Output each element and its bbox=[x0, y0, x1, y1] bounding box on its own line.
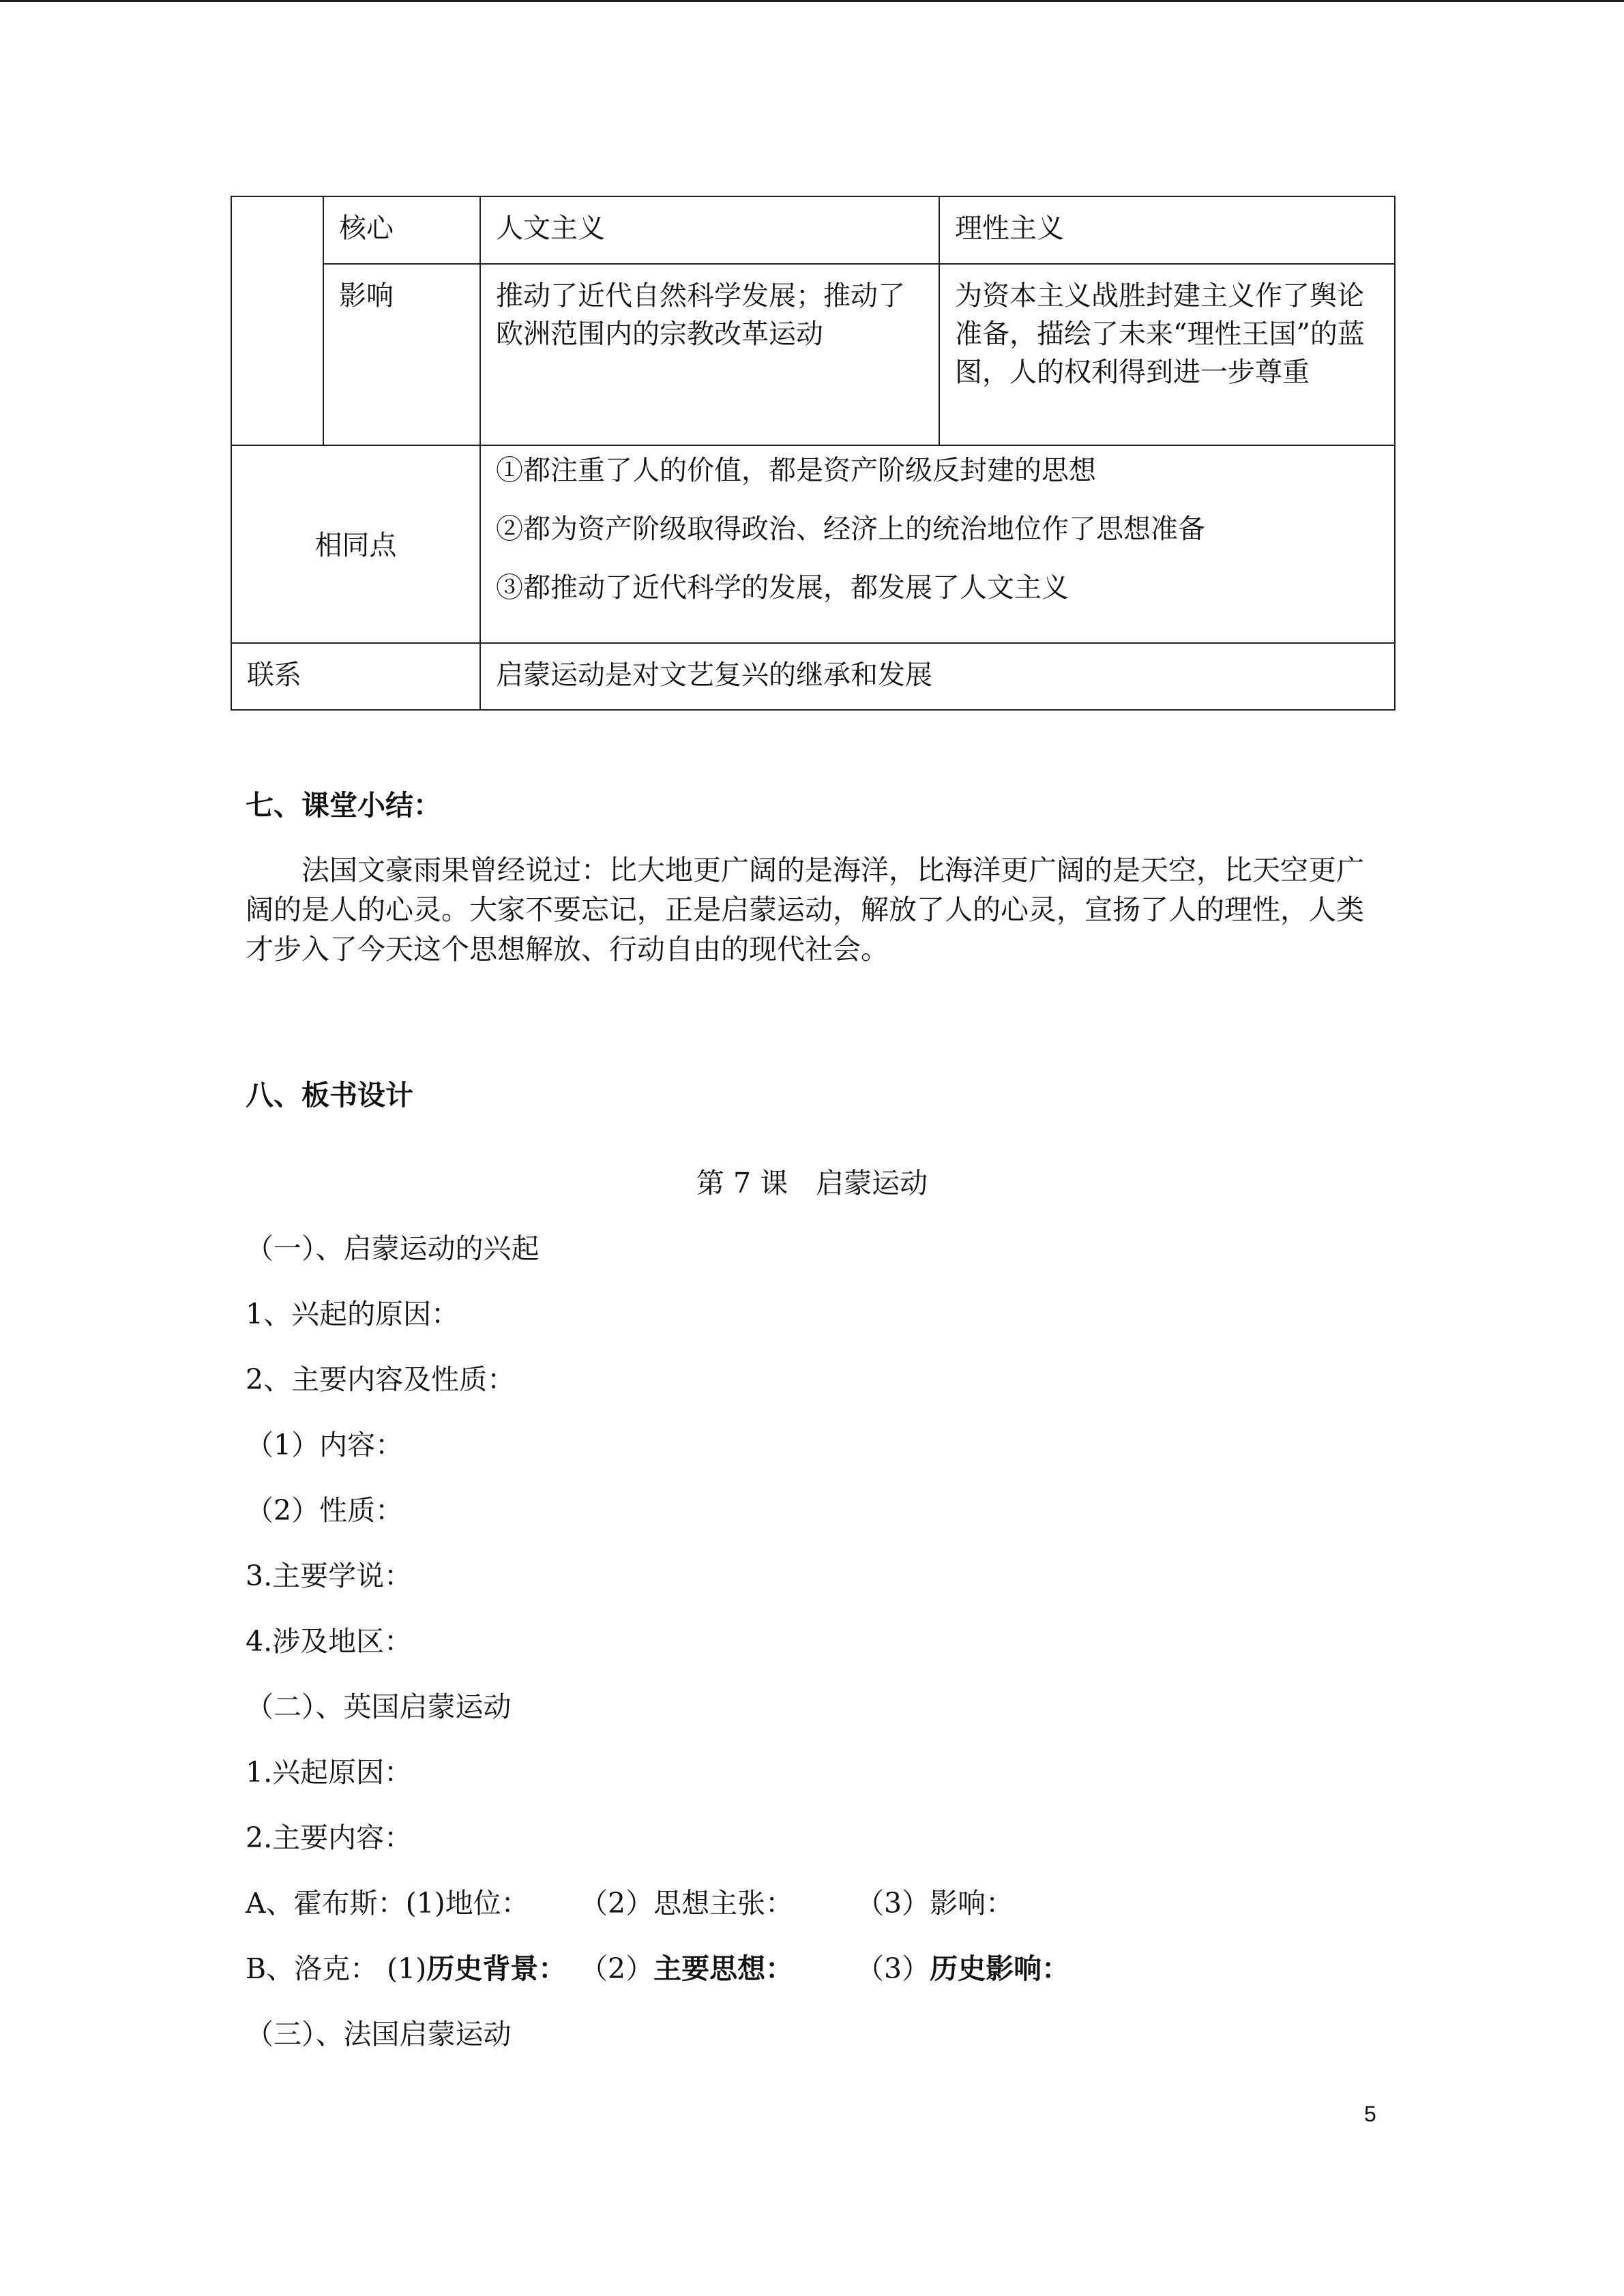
list-item: ②都为资产阶级取得政治、经济上的统治地位作了思想准备 bbox=[496, 513, 1205, 545]
top-border bbox=[0, 0, 1624, 2]
row-label: 联系 bbox=[231, 643, 480, 710]
hobbes-ideas: （2）思想主张： bbox=[580, 1887, 794, 1920]
table-cell: 为资本主义战胜封建主义作了舆论准备，描绘了未来“理性王国”的蓝图，人的权利得到进一步尊重 bbox=[939, 264, 1395, 445]
locke-prefix: （3） bbox=[856, 1952, 930, 1985]
locke-prefix: B、洛克： (1) bbox=[246, 1952, 427, 1985]
board-line: 4.涉及地区： bbox=[246, 1625, 413, 1658]
table-cell: 理性主义 bbox=[939, 196, 1395, 264]
comparison-table bbox=[231, 196, 1396, 711]
board-line: 2.主要内容： bbox=[246, 1821, 413, 1854]
board-line: （2）性质： bbox=[246, 1494, 404, 1527]
table-cell: 启蒙运动是对文艺复兴的继承和发展 bbox=[480, 643, 1395, 710]
page-number: 5 bbox=[1364, 2102, 1376, 2126]
locke-label: 主要思想： bbox=[653, 1952, 794, 1985]
table-cell bbox=[480, 445, 1395, 643]
locke-ideas bbox=[580, 1946, 793, 1986]
table-cell: 人文主义 bbox=[480, 196, 939, 264]
summary-paragraph: 法国文豪雨果曾经说过：比大地更广阔的是海洋，比海洋更广阔的是天空，比天空更广阔的是人的心灵。大家不要忘记，正是启蒙运动，解放了人的心灵，宣扬了人的理性，人类才步入了今天这个思想解放、行动自由的现代社会。 bbox=[246, 854, 1364, 966]
locke-prefix: （2） bbox=[580, 1952, 654, 1985]
table-row bbox=[231, 264, 1395, 445]
row-label: 影响 bbox=[323, 264, 480, 445]
table-cell: 推动了近代自然科学发展；推动了欧洲范围内的宗教改革运动 bbox=[480, 264, 939, 445]
table-row bbox=[231, 196, 1395, 264]
row-label: 核心 bbox=[323, 196, 480, 264]
table-row bbox=[231, 445, 1395, 643]
table-row bbox=[231, 643, 1395, 710]
hobbes-position: A、霍布斯：(1)地位： bbox=[246, 1887, 529, 1920]
row-label: 相同点 bbox=[231, 445, 480, 643]
list-item: ①都注重了人的价值，都是资产阶级反封建的思想 bbox=[496, 455, 1096, 486]
board-line: （二）、英国启蒙运动 bbox=[246, 1690, 512, 1723]
table-cell-blank bbox=[231, 196, 323, 445]
board-line: （1）内容： bbox=[246, 1429, 404, 1461]
board-line: （三）、法国启蒙运动 bbox=[246, 2018, 512, 2051]
section-heading: 八、板书设计 bbox=[246, 1079, 413, 1112]
board-title: 第 7 课 启蒙运动 bbox=[696, 1167, 928, 1199]
locke-background bbox=[246, 1946, 566, 1986]
board-line: 1、兴起的原因： bbox=[246, 1298, 460, 1330]
hobbes-impact: （3）影响： bbox=[856, 1887, 1014, 1920]
board-line: 2、主要内容及性质： bbox=[246, 1363, 516, 1396]
locke-label: 历史背景： bbox=[426, 1952, 567, 1985]
locke-impact bbox=[856, 1946, 1069, 1986]
board-line: 1.兴起原因： bbox=[246, 1756, 413, 1789]
locke-label: 历史影响： bbox=[930, 1952, 1070, 1985]
section-heading: 七、课堂小结： bbox=[246, 789, 441, 822]
list-item: ③都推动了近代科学的发展，都发展了人文主义 bbox=[496, 572, 1069, 603]
board-line: （一）、启蒙运动的兴起 bbox=[246, 1232, 540, 1265]
board-line: 3.主要学说： bbox=[246, 1560, 413, 1592]
